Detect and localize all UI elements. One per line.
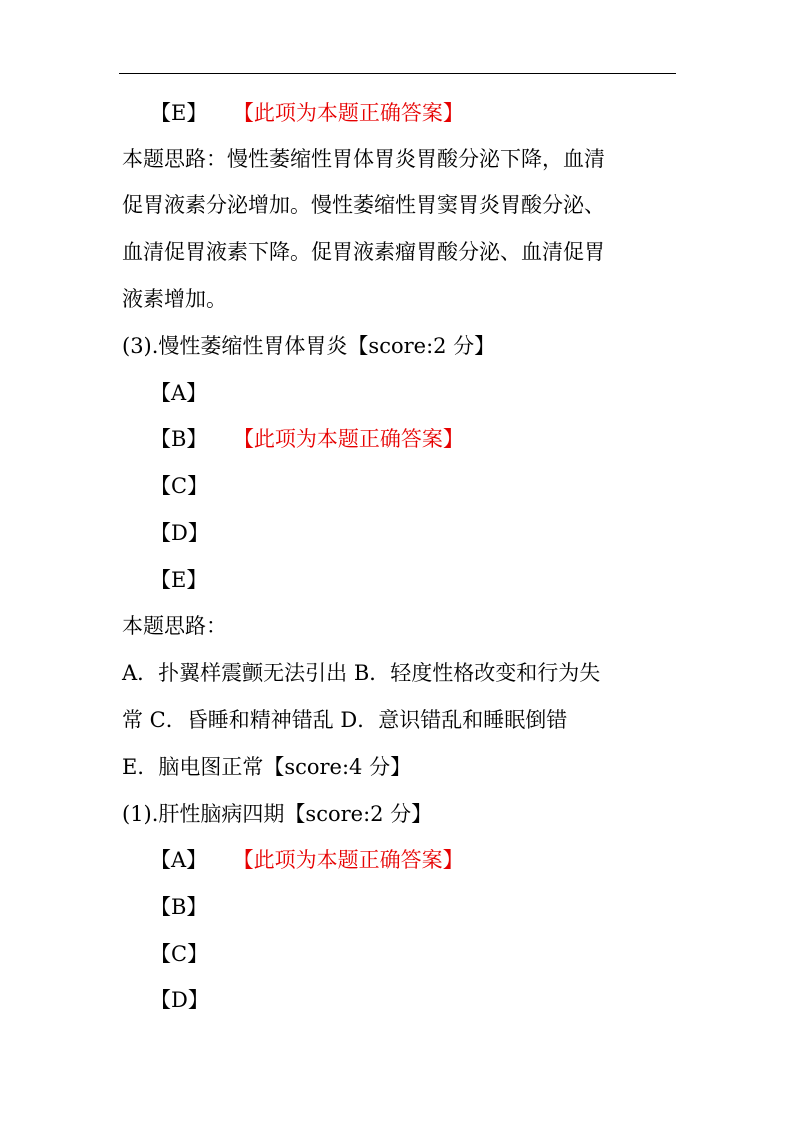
choices-line: A．扑翼样震颤无法引出 B．轻度性格改变和行为失 [122, 661, 601, 685]
correct-answer-mark: 【此项为本题正确答案】 [243, 427, 464, 451]
explanation-heading: 本题思路： [122, 614, 227, 638]
option-e [150, 99, 464, 127]
option-b: 【B】 [150, 895, 208, 919]
option-a [150, 846, 464, 874]
choices-line: 常 C．昏睡和精神错乱 D．意识错乱和睡眠倒错 [122, 708, 568, 732]
correct-answer-mark: 【此项为本题正确答案】 [243, 101, 464, 125]
option-e: 【E】 [150, 568, 208, 592]
option-d: 【D】 [150, 988, 209, 1012]
question-title: (3).慢性萎缩性胃体胃炎【score:2 分】 [122, 334, 496, 358]
correct-answer-mark: 【此项为本题正确答案】 [243, 848, 464, 872]
option-label: 【E】 [150, 101, 208, 125]
option-label: 【B】 [150, 427, 208, 451]
explanation-line: 血清促胃液素下降。促胃液素瘤胃酸分泌、血清促胃 [122, 240, 605, 264]
option-b [150, 425, 464, 453]
explanation-line: 液素增加。 [122, 287, 227, 311]
explanation-line: 促胃液素分泌增加。慢性萎缩性胃窦胃炎胃酸分泌、 [122, 193, 605, 217]
option-d: 【D】 [150, 521, 209, 545]
option-c: 【C】 [150, 942, 209, 966]
question-title: (1).肝性脑病四期【score:2 分】 [122, 802, 433, 826]
choices-line: E．脑电图正常【score:4 分】 [122, 755, 412, 779]
top-rule [119, 73, 676, 74]
explanation-line: 本题思路：慢性萎缩性胃体胃炎胃酸分泌下降，血清 [122, 147, 605, 171]
option-label: 【A】 [150, 848, 208, 872]
option-c: 【C】 [150, 474, 209, 498]
option-a: 【A】 [150, 381, 208, 405]
